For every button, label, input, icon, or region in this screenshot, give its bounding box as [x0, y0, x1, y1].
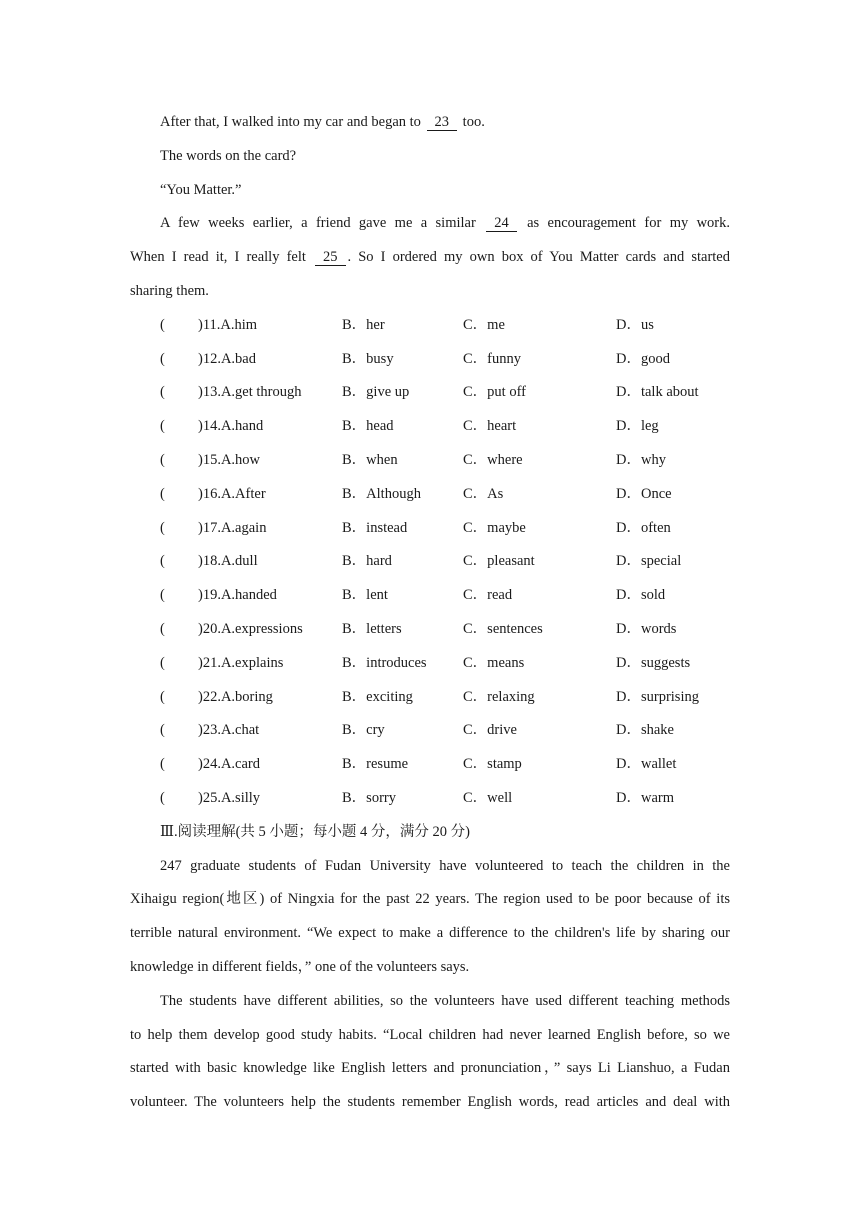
option-a: )14.A.hand: [198, 418, 264, 435]
answer-paren: (: [160, 350, 165, 367]
option-a: )16.A.After: [198, 485, 266, 502]
answer-paren: (: [160, 756, 165, 773]
option-d: D．often: [616, 519, 671, 536]
option-a: )24.A.card: [198, 756, 261, 773]
reading-paragraph-1: [130, 852, 730, 987]
blank-24: 24: [486, 215, 517, 232]
option-row-13: [130, 378, 730, 412]
option-a: )21.A.explains: [198, 654, 284, 671]
option-b: B．instead: [342, 519, 408, 536]
answer-paren: (: [160, 519, 165, 536]
passage-text: When I read it, I really felt: [130, 249, 313, 266]
option-b: B．resume: [342, 756, 409, 773]
answer-paren: (: [160, 418, 165, 435]
option-row-14: [130, 412, 730, 446]
option-b: B．busy: [342, 350, 394, 367]
option-b: B．sorry: [342, 789, 396, 806]
answer-paren: (: [160, 688, 165, 705]
option-b: B．cry: [342, 722, 385, 739]
answer-paren: (: [160, 620, 165, 637]
passage-line: sharing them.: [130, 282, 209, 299]
paragraph-line: volunteer. The volunteers help the students remember English words, read articles and deal with: [130, 1094, 730, 1111]
section-title: Ⅲ.阅读理解(共 5 小题；每小题 4 分，满分 20 分): [160, 823, 471, 840]
option-c: C．read: [463, 587, 513, 604]
paragraph-line: The students have different abilities, so the volunteers have used different teaching methods: [160, 992, 730, 1009]
option-a: )17.A.again: [198, 519, 267, 536]
passage-text: After that, I walked into my car and began to: [160, 114, 425, 130]
option-a: )22.A.boring: [198, 688, 273, 705]
option-c: C．means: [463, 654, 525, 671]
passage-line-24: [130, 209, 730, 243]
blank-25: 25: [315, 249, 346, 266]
option-b: B．letters: [342, 620, 402, 637]
passage-line: “You Matter.”: [160, 181, 242, 198]
paragraph-line: Xihaigu region(地区) of Ningxia for the past 22 years. The region used to be poor because of its: [130, 891, 730, 908]
option-row-17: [130, 514, 730, 548]
option-d: D．why: [616, 451, 666, 468]
option-c: C．me: [463, 316, 505, 333]
option-row-15: [130, 446, 730, 480]
answer-paren: (: [160, 553, 165, 570]
passage-text: as encouragement for my work.: [527, 215, 731, 232]
answer-paren: (: [160, 451, 165, 468]
option-a: )15.A.how: [198, 451, 261, 468]
option-row-18: [130, 547, 730, 581]
option-a: )23.A.chat: [198, 722, 260, 739]
option-d: D．surprising: [616, 688, 699, 705]
document-page: [130, 108, 730, 1122]
option-a: )13.A.get through: [198, 384, 302, 401]
paragraph-line: 247 graduate students of Fudan University have volunteered to teach the children in the: [160, 857, 730, 874]
option-d: D．words: [616, 620, 677, 637]
answer-paren: (: [160, 789, 165, 806]
option-row-21: [130, 649, 730, 683]
option-row-20: [130, 615, 730, 649]
option-a: )25.A.silly: [198, 789, 261, 806]
option-d: D．good: [616, 350, 670, 367]
option-d: D．shake: [616, 722, 674, 739]
option-b: B．lent: [342, 587, 388, 604]
option-c: C．relaxing: [463, 688, 535, 705]
option-d: D．us: [616, 316, 654, 333]
option-b: B．give up: [342, 384, 410, 401]
passage-text: A few weeks earlier, a friend gave me a similar: [160, 215, 485, 232]
option-a: )18.A.dull: [198, 553, 258, 570]
option-c: C．where: [463, 451, 523, 468]
option-d: D．talk about: [616, 384, 699, 401]
reading-paragraph-2: [130, 987, 730, 1122]
option-c: C．drive: [463, 722, 517, 739]
option-a: )19.A.handed: [198, 587, 277, 604]
option-c: C．heart: [463, 418, 517, 435]
option-a: )11.A.him: [198, 316, 258, 333]
option-row-11: [130, 311, 730, 345]
option-a: )20.A.expressions: [198, 620, 303, 637]
answer-paren: (: [160, 485, 165, 502]
option-c: C．funny: [463, 350, 521, 367]
option-b: B．head: [342, 418, 394, 435]
option-b: B．hard: [342, 553, 392, 570]
option-c: C．pleasant: [463, 553, 535, 570]
option-b: B．exciting: [342, 688, 413, 705]
options-list: [130, 311, 730, 818]
option-d: D．leg: [616, 418, 659, 435]
option-c: C．well: [463, 789, 513, 806]
paragraph-line: terrible natural environment. “We expect to make a difference to the children's life by sharing our: [130, 925, 730, 942]
option-c: C．put off: [463, 384, 526, 401]
option-d: D．Once: [616, 485, 672, 502]
answer-paren: (: [160, 587, 165, 604]
option-c: C．sentences: [463, 620, 543, 637]
answer-paren: (: [160, 316, 165, 333]
option-c: C．maybe: [463, 519, 526, 536]
paragraph-line: knowledge in different fields，” one of the volunteers says.: [130, 958, 470, 975]
option-a: )12.A.bad: [198, 350, 256, 367]
passage-line-23: [130, 108, 730, 142]
paragraph-line: to help them develop good study habits. “Local children had never learned English before, so we: [130, 1026, 730, 1043]
option-row-16: [130, 480, 730, 514]
answer-paren: (: [160, 384, 165, 401]
option-row-22: [130, 683, 730, 717]
option-c: C．As: [463, 485, 504, 502]
passage-line: The words on the card?: [160, 147, 297, 164]
option-d: D．wallet: [616, 756, 677, 773]
option-c: C．stamp: [463, 756, 522, 773]
passage-text: too.: [459, 114, 485, 130]
option-row-23: [130, 716, 730, 750]
blank-23: 23: [427, 114, 458, 131]
answer-paren: (: [160, 654, 165, 671]
option-row-12: [130, 345, 730, 379]
option-row-24: [130, 750, 730, 784]
option-d: D．warm: [616, 789, 674, 806]
option-row-25: [130, 784, 730, 818]
paragraph-line: started with basic knowledge like English letters and pronunciation，” says Li Lianshuo, a Fudan: [130, 1060, 730, 1077]
option-d: D．special: [616, 553, 682, 570]
option-d: D．sold: [616, 587, 666, 604]
option-d: D．suggests: [616, 654, 691, 671]
passage-text: . So I ordered my own box of You Matter cards and started: [347, 249, 730, 266]
option-b: B．when: [342, 451, 398, 468]
option-b: B．introduces: [342, 654, 427, 671]
option-b: B．Although: [342, 485, 421, 502]
option-row-19: [130, 581, 730, 615]
option-b: B．her: [342, 316, 385, 333]
passage-line-25: [130, 243, 730, 277]
answer-paren: (: [160, 722, 165, 739]
